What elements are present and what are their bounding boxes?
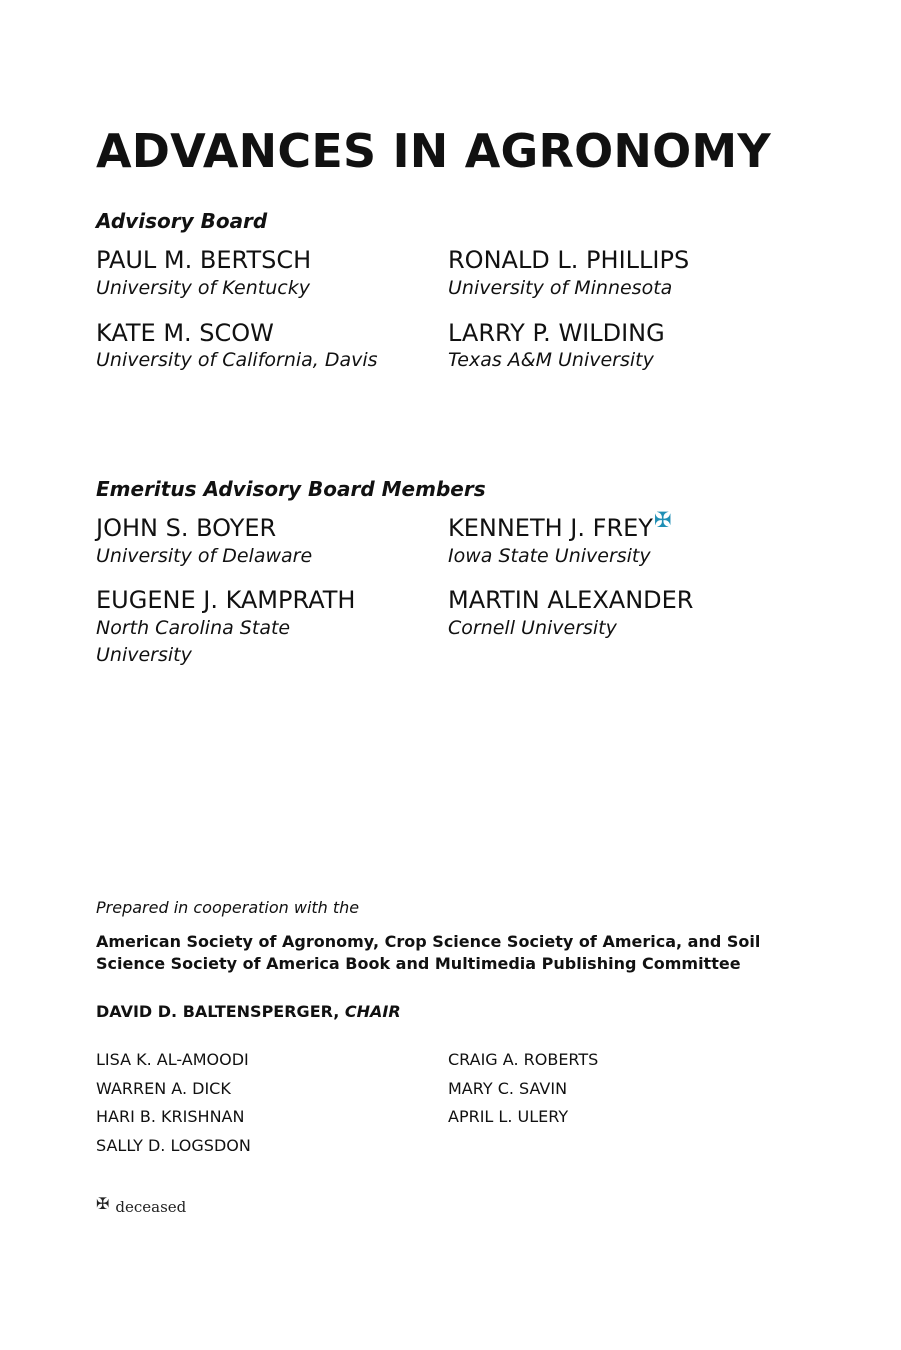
cross-icon: ✠ <box>96 1194 110 1213</box>
committee-member: MARY C. SAVIN <box>448 1079 568 1098</box>
emeritus-member-institution-continued: University <box>96 644 192 666</box>
chair-name: DAVID D. BALTENSPERGER, <box>96 1002 340 1021</box>
committee-chair <box>96 1002 401 1021</box>
emeritus-member-entry <box>448 508 672 542</box>
emeritus-member-name: MARTIN ALEXANDER <box>448 586 694 614</box>
board-member-institution: University of California, Davis <box>96 349 378 371</box>
committee-member: APRIL L. ULERY <box>448 1107 569 1126</box>
emeritus-member-institution: Iowa State University <box>448 545 651 567</box>
board-member-institution: Texas A&M University <box>448 349 654 371</box>
emeritus-member-name: KENNETH J. FREY <box>448 514 653 542</box>
emeritus-board-heading: Emeritus Advisory Board Members <box>96 477 486 501</box>
committee-member: CRAIG A. ROBERTS <box>448 1050 599 1069</box>
society-committee-line-1: American Society of Agronomy, Crop Science Society of America, and Soil <box>96 932 761 951</box>
board-member-name: KATE M. SCOW <box>96 319 274 347</box>
board-member-name: PAUL M. BERTSCH <box>96 246 312 274</box>
footnote-text: deceased <box>115 1198 187 1216</box>
emeritus-member-institution: Cornell University <box>448 617 617 639</box>
emeritus-member-name: JOHN S. BOYER <box>96 514 277 542</box>
emeritus-member-institution: North Carolina State <box>96 617 291 639</box>
book-title: ADVANCES IN AGRONOMY <box>96 124 771 178</box>
emeritus-member-name: EUGENE J. KAMPRATH <box>96 586 356 614</box>
board-member-institution: University of Minnesota <box>448 277 673 299</box>
board-member-name: LARRY P. WILDING <box>448 319 665 347</box>
committee-member: HARI B. KRISHNAN <box>96 1107 245 1126</box>
board-member-institution: University of Kentucky <box>96 277 310 299</box>
deceased-footnote <box>96 1194 187 1216</box>
board-member-name: RONALD L. PHILLIPS <box>448 246 690 274</box>
deceased-cross-icon: ✠ <box>653 508 672 532</box>
emeritus-member-institution: University of Delaware <box>96 545 313 567</box>
committee-member: SALLY D. LOGSDON <box>96 1136 251 1155</box>
society-committee-line-2: Science Society of America Book and Multimedia Publishing Committee <box>96 954 741 973</box>
prepared-in-cooperation-text: Prepared in cooperation with the <box>96 898 360 917</box>
committee-member: WARREN A. DICK <box>96 1079 231 1098</box>
chair-role: CHAIR <box>344 1002 401 1021</box>
committee-member: LISA K. AL-AMOODI <box>96 1050 249 1069</box>
advisory-board-heading: Advisory Board <box>96 209 268 233</box>
